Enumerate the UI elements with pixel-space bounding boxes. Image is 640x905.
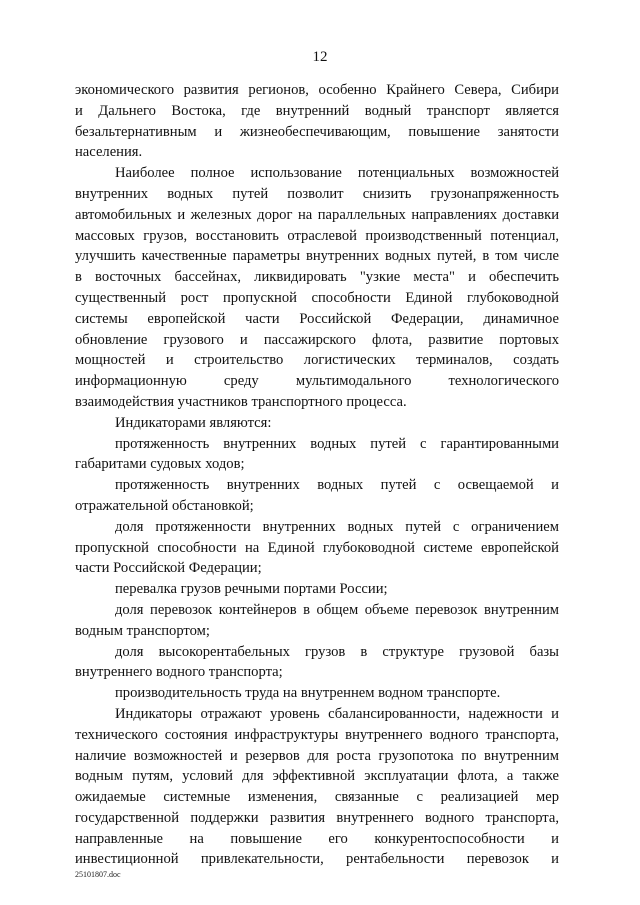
text-line: ожидаемые системные изменения, связанные с реализацией мер [75,789,559,806]
body-text [75,80,559,870]
text-line: обновление грузового и пассажирского флота, развитие портовых [75,331,559,348]
text-line: доля высокорентабельных грузов в структуре грузовой базы [115,643,559,660]
text-line: водным путям, условий для эффективной эксплуатации флота, а также [75,768,559,785]
text-line: системы европейской части Российской Федерации, динамичное [75,310,559,327]
text-line: габаритами судовых ходов; [75,456,245,473]
text-line: доля протяженности внутренних водных путей с ограничением [115,518,559,535]
text-line: государственной поддержки развития внутреннего водного транспорта, [75,809,559,826]
text-line: Индикаторами являются: [115,414,272,431]
text-line: улучшить качественные параметры внутренних водных путей, в том числе [75,248,559,265]
text-line: Наиболее полное использование потенциальных возможностей [115,165,559,182]
text-line: населения. [75,144,143,161]
text-line: пропускной способности на Единой глубоководной системе европейской [75,539,559,556]
text-line: протяженность внутренних водных путей с гарантированными [115,435,559,452]
text-line: доля перевозок контейнеров в общем объеме перевозок внутренним [115,601,559,618]
text-line: информационную среду мультимодального технологического [75,373,559,390]
text-line: производительность труда на внутреннем водном транспорте. [115,685,501,702]
text-line: наличие возможностей и резервов для роста грузопотока по внутренним [75,747,559,764]
text-line: отражательной обстановкой; [75,497,254,514]
text-line: безальтернативным и жизнеобеспечивающим, повышение занятости [75,123,559,140]
text-line: Индикаторы отражают уровень сбалансированности, надежности и [115,705,559,722]
text-line: существенный рост пропускной способности Единой глубоководной [75,289,559,306]
text-line: экономического развития регионов, особенно Крайнего Севера, Сибири [75,82,559,98]
text-line: технического состояния инфраструктуры внутреннего водного транспорта, [75,726,559,743]
text-line: внутренних водных путей позволит снизить грузонапряженность [75,185,559,202]
text-line: протяженность внутренних водных путей с освещаемой и [115,477,559,494]
text-line: мощностей и строительство логистических терминалов, создать [75,352,559,369]
footer-file-code: 25101807.doc [75,870,121,879]
text-line: внутреннего водного транспорта; [75,664,283,681]
text-line: в восточных бассейнах, ликвидировать "узкие места" и обеспечить [75,269,559,286]
text-line: автомобильных и железных дорог на параллельных направлениях доставки [75,206,559,223]
text-line: направленные на повышение его конкурентоспособности и [75,830,559,847]
text-line: перевалка грузов речными портами России; [115,581,388,598]
text-line: массовых грузов, восстановить отраслевой производственный потенциал, [75,227,559,244]
text-line: инвестиционной привлекательности, рентабельности перевозок и [75,851,559,868]
page-number: 12 [312,49,328,65]
text-line: части Российской Федерации; [75,560,262,577]
text-line: водным транспортом; [75,622,210,639]
text-line: взаимодействия участников транспортного процесса. [75,393,407,410]
text-line: и Дальнего Востока, где внутренний водный транспорт является [75,102,559,119]
